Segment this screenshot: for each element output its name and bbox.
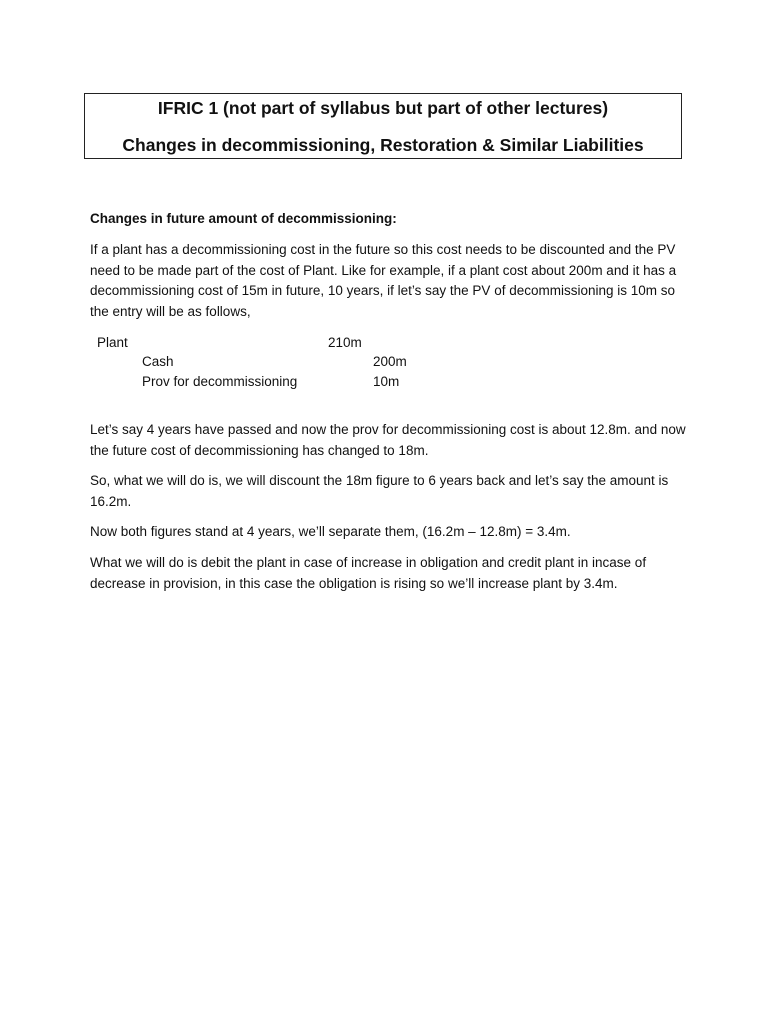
journal-row-plant-debit: 210m [328,335,362,350]
journal-row-cash-account: Cash [142,354,174,369]
section-heading: Changes in future amount of decommissioning: [90,211,397,226]
journal-row-plant-account: Plant [97,335,128,350]
title-line-2: Changes in decommissioning, Restoration & Similar Liabilities [122,135,644,155]
title-box [84,93,682,159]
paragraph-debit-credit: What we will do is debit the plant in case of increase in obligation and credit plant in incase of decrease in provision, in this case the obligation is rising so we’ll increase plant by 3.4m. [90,555,647,591]
paragraph-intro: If a plant has a decommissioning cost in the future so this cost needs to be discounted and the PV need to be made part of the cost of Plant. Like for example, if a plant cost about 200m and it has a decommissioning cost of 15m in future, 10 years, if let’s say the PV of decommissioning is 10m so the entry will be as follows, [90,242,677,319]
title-line-1: IFRIC 1 (not part of syllabus but part of other lectures) [157,98,609,118]
paragraph-four-years: Let’s say 4 years have passed and now the prov for decommissioning cost is about 12.8m. and now the future cost of decommissioning has changed to 18m. [90,422,686,458]
journal-row-cash-credit: 200m [373,354,407,369]
paragraph-separate: Now both figures stand at 4 years, we’ll separate them, (16.2m – 12.8m) = 3.4m. [90,524,571,539]
journal-row-provision-account: Prov for decommissioning [142,374,298,389]
paragraph-discount: So, what we will do is, we will discount the 18m figure to 6 years back and let’s say the amount is 16.2m. [90,473,669,509]
journal-row-provision-credit: 10m [373,374,400,389]
